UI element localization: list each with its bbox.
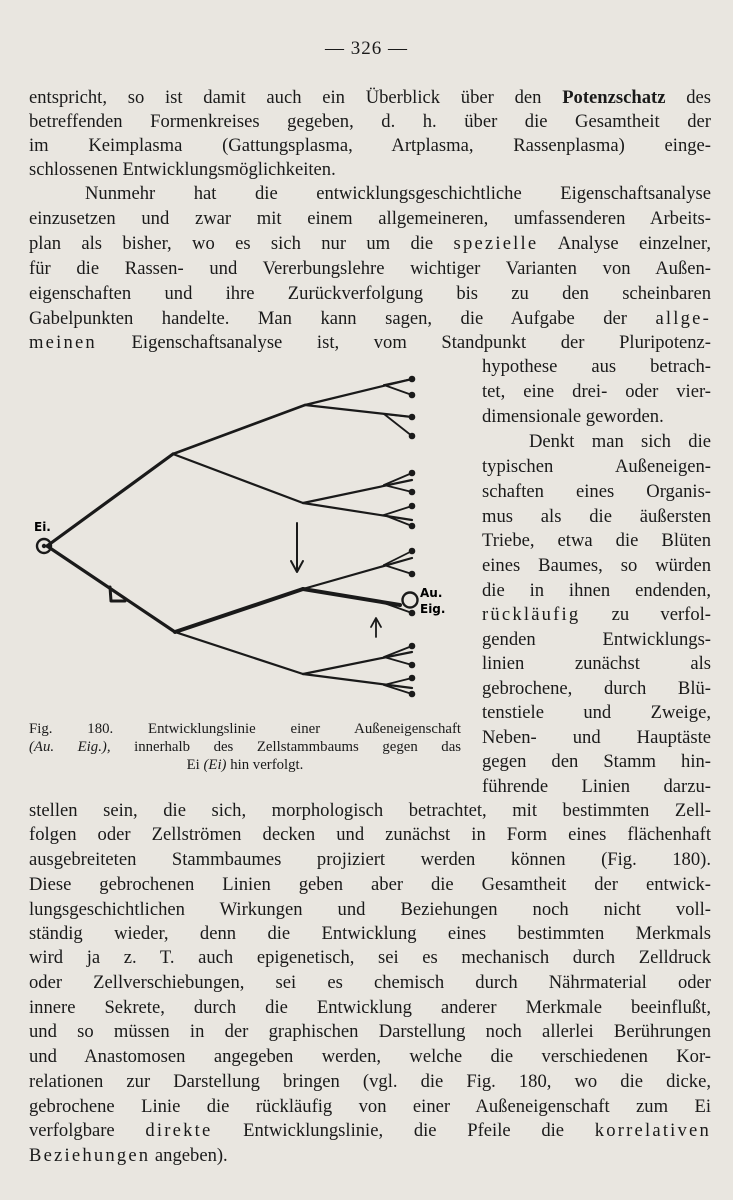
text-line: ausgebreiteten Stammbaumes projiziert werden können (Fig. 180). xyxy=(29,849,711,870)
branch xyxy=(303,480,412,503)
text-line: führende Linien darzu- xyxy=(482,776,711,797)
branch xyxy=(303,652,412,674)
trait-node xyxy=(403,593,418,608)
text-line: typischen Außeneigen- xyxy=(482,456,711,477)
text-line: relationen zur Darstellung bringen (vgl. die Fig. 180, wo die dicke, xyxy=(29,1071,711,1092)
branch xyxy=(173,454,303,503)
text-line: eines Baumes, so würden xyxy=(482,555,711,576)
text-line: gebrochene, durch Blü- xyxy=(482,678,711,699)
branch xyxy=(175,632,303,674)
figure-caption: (Au. Eig.), innerhalb des Zellstammbaums gegen das xyxy=(29,739,462,755)
text-line: entspricht, so ist damit auch ein Überblick über den Potenzschatz des xyxy=(29,87,711,108)
text-line: eigenschaften und ihre Zurückverfolgung bis zu den scheinbaren xyxy=(29,283,711,304)
text-line: mus als die äußersten xyxy=(482,506,711,527)
text-line: tet, eine drei- oder vier- xyxy=(482,381,711,402)
text-line: lungsgeschichtlichen Wirkungen und Beziehungen noch nicht voll- xyxy=(29,899,711,920)
text-line: hypothese aus betrach- xyxy=(482,356,711,377)
text-line: und so müssen in der graphischen Darstellung noch allerlei Berührungen xyxy=(29,1021,711,1042)
text-line: Nunmehr hat die entwicklungsgeschichtliche Eigenschaftsanalyse xyxy=(85,183,711,204)
text-line: dimensionale geworden. xyxy=(482,406,664,427)
text-line: Diese gebrochenen Linien geben aber die Gesamtheit der entwick- xyxy=(29,874,711,895)
text-line: schlossenen Entwicklungsmöglichkeiten. xyxy=(29,159,336,180)
figure-caption: Ei (Ei) hin verfolgt. xyxy=(186,757,304,773)
traced-lineage xyxy=(175,589,303,632)
text-line: tenstiele und Zweige, xyxy=(482,702,711,723)
text-line: für die Rassen- und Vererbungslehre wichtiger Varianten von Außen- xyxy=(29,258,711,279)
text-line: folgen oder Zellströmen decken und zunächst in Form eines flächenhaft xyxy=(29,824,711,845)
text-line: einzusetzen und zwar mit einem allgemeineren, umfassenderen Arbeits- xyxy=(29,208,711,229)
text-line: ständig wieder, denn die Entwicklung eines bestimmten Merkmals xyxy=(29,923,711,944)
text-line: stellen sein, die sich, morphologisch betrachtet, mit bestimmten Zell- xyxy=(29,800,711,821)
branch xyxy=(303,558,412,589)
text-line: schaften eines Organis- xyxy=(482,481,711,502)
trait-label: Au. xyxy=(420,586,443,600)
text-line: gegen den Stamm hin- xyxy=(482,751,711,772)
text-line: gebrochene Linie die rückläufig von einer Außeneigenschaft zum Ei xyxy=(29,1096,711,1117)
text-line: und Anastomosen angegeben werden, welche die verschiedenen Kor- xyxy=(29,1046,711,1067)
text-line: oder Zellverschiebungen, sei es chemisch durch Nährmaterial oder xyxy=(29,972,711,993)
text-line: Triebe, etwa die Blüten xyxy=(482,530,711,551)
text-line: linien zunächst als xyxy=(482,653,711,674)
trunk-upper xyxy=(47,454,173,546)
text-line: Neben- und Hauptäste xyxy=(482,727,711,748)
text-line: Denkt man sich die xyxy=(529,431,711,452)
branch xyxy=(173,405,305,454)
figure-caption: Fig. 180. Entwicklungslinie einer Außeneigenschaft xyxy=(29,721,461,737)
branch xyxy=(303,674,412,688)
text-line: genden Entwicklungs- xyxy=(482,629,711,650)
text-line: Gabelpunkten handelte. Man kann sagen, die Aufgabe der allge- xyxy=(29,308,711,329)
cell-lineage-tree-figure xyxy=(22,365,462,715)
text-line: meinen Eigenschaftsanalyse ist, vom Standpunkt der Pluripotenz- xyxy=(29,332,711,353)
text-line: innere Sekrete, durch die Entwicklung anderer Merkmale beeinflußt, xyxy=(29,997,711,1018)
text-line: wird ja z. T. auch epigenetisch, sei es mechanisch durch Zelldruck xyxy=(29,947,711,968)
text-line: verfolgbare direkte Entwicklungslinie, die Pfeile die korrelativen xyxy=(29,1120,711,1141)
page-number: — 326 — xyxy=(325,38,408,59)
trait-label: Eig. xyxy=(420,602,446,616)
text-line: Beziehungen angeben). xyxy=(29,1145,228,1166)
text-line: plan als bisher, wo es sich nur um die spezielle Analyse einzelner, xyxy=(29,233,711,254)
text-line: betreffenden Formenkreises gegeben, d. h. über die Gesamtheit der xyxy=(29,111,711,132)
text-line: rückläufig zu verfol- xyxy=(482,604,711,625)
text-line: im Keimplasma (Gattungsplasma, Artplasma, Rassenplasma) einge- xyxy=(29,135,711,156)
egg-label: Ei. xyxy=(34,520,51,534)
text-line: die in ihnen endenden, xyxy=(482,580,711,601)
